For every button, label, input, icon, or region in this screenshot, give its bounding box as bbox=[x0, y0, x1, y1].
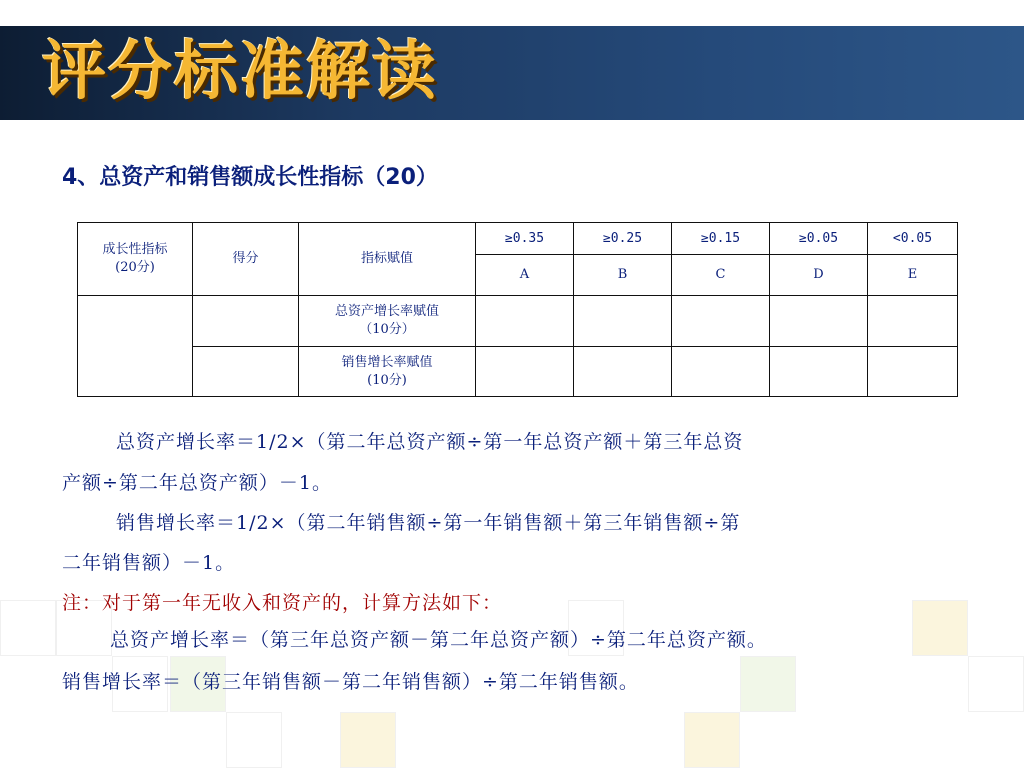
threshold-cell: ≥0.35 bbox=[476, 223, 574, 255]
asset-formula-line2: 产额÷第二年总资产额）－1。 bbox=[62, 472, 333, 494]
bg-cell bbox=[968, 656, 1024, 712]
threshold-cell: ≥0.15 bbox=[672, 223, 770, 255]
header-banner bbox=[0, 26, 1024, 120]
section-subtitle: 4、总资产和销售额成长性指标（20） bbox=[62, 165, 438, 190]
row-label-line2: (10分) bbox=[367, 372, 407, 388]
grade-cell: E bbox=[868, 255, 958, 296]
bg-cell bbox=[340, 712, 396, 768]
grade-empty-cell bbox=[672, 347, 770, 397]
grade-empty-cell bbox=[476, 296, 574, 347]
asset-alt-formula: 总资产增长率＝（第三年总资产额－第二年总资产额）÷第二年总资产额。 bbox=[110, 629, 767, 651]
grade-empty-cell bbox=[574, 296, 672, 347]
row-label-line1: 销售增长率赋值 bbox=[341, 354, 433, 370]
bg-cell bbox=[740, 656, 796, 712]
indicator-header-line2: (20分) bbox=[115, 260, 155, 275]
bg-cell bbox=[684, 712, 740, 768]
indicator-empty-cell bbox=[78, 296, 193, 397]
bg-cell bbox=[0, 600, 56, 656]
threshold-cell: ≥0.25 bbox=[574, 223, 672, 255]
note-text: 注：对于第一年无收入和资产的，计算方法如下： bbox=[62, 592, 503, 614]
grade-cell: D bbox=[770, 255, 868, 296]
scoring-table bbox=[77, 222, 958, 397]
grade-empty-cell bbox=[770, 347, 868, 397]
indicator-header-cell bbox=[78, 223, 193, 296]
grade-empty-cell bbox=[770, 296, 868, 347]
score-empty-cell bbox=[193, 347, 299, 397]
grade-empty-cell bbox=[476, 347, 574, 397]
bg-cell bbox=[226, 712, 282, 768]
grade-empty-cell bbox=[672, 296, 770, 347]
score-empty-cell bbox=[193, 296, 299, 347]
value-header-cell: 指标赋值 bbox=[299, 223, 476, 296]
bg-cell bbox=[912, 600, 968, 656]
grade-cell: B bbox=[574, 255, 672, 296]
row-label-cell bbox=[299, 347, 476, 397]
sales-formula-line2: 二年销售额）－1。 bbox=[62, 552, 236, 574]
grade-cell: C bbox=[672, 255, 770, 296]
grade-cell: A bbox=[476, 255, 574, 296]
sales-formula-line1: 销售增长率＝1/2×（第二年销售额÷第一年销售额＋第三年销售额÷第 bbox=[116, 512, 741, 534]
threshold-cell: ≥0.05 bbox=[770, 223, 868, 255]
sales-alt-formula: 销售增长率＝（第三年销售额－第二年销售额）÷第二年销售额。 bbox=[62, 671, 639, 693]
row-label-line1: 总资产增长率赋值 bbox=[334, 304, 439, 319]
grade-empty-cell bbox=[574, 347, 672, 397]
grade-empty-cell bbox=[868, 347, 958, 397]
page-title: 评分标准解读 bbox=[42, 35, 438, 109]
row-label-cell bbox=[299, 296, 476, 347]
indicator-header-line1: 成长性指标 bbox=[102, 242, 168, 257]
threshold-cell: <0.05 bbox=[868, 223, 958, 255]
asset-formula-line1: 总资产增长率＝1/2×（第二年总资产额÷第一年总资产额＋第三年总资 bbox=[116, 431, 744, 453]
grade-empty-cell bbox=[868, 296, 958, 347]
row-label-line2: （10分） bbox=[359, 322, 415, 337]
score-header-cell: 得分 bbox=[193, 223, 299, 296]
